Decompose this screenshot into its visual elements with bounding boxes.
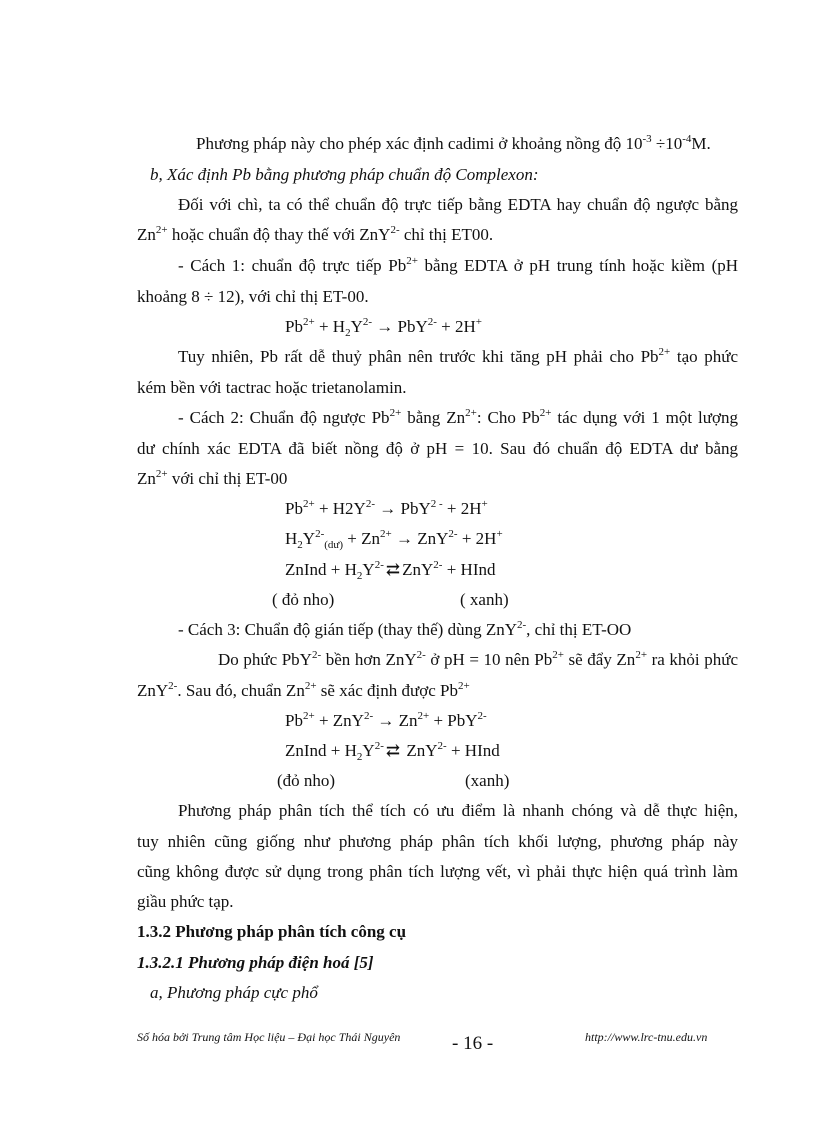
text-line: kém bền với tactrac hoặc trietanolamin. <box>137 378 407 397</box>
text-line: Do phức PbY$^{2-}$ bền hơn ZnY$^{2-}$ ở pH = 10 nên $Pb^{2+}$ sẽ đẩy $Zn^{2+}$ ra khỏi phức <box>218 649 738 669</box>
section-heading: 1.3.2 Phương pháp phân tích công cụ <box>137 922 407 941</box>
color-label: (xanh) <box>465 771 510 790</box>
text-line: $Zn^{2+}$ với chỉ thị ET-00 <box>137 468 288 488</box>
equation: $Pb^{2+} + H2Y^{2-} \to PbY^{2 -} + 2H^+$ <box>285 498 488 518</box>
text-line: $Zn^{2+}$ hoặc chuẩn độ thay thế với ZnY$^{2-}$ chỉ thị ET00. <box>137 224 494 244</box>
equation: $Pb^{2+} + ZnY^{2-} \to Zn^{2+} + PbY^{2-}$ <box>285 710 487 730</box>
text-line: giầu phức tạp. <box>137 892 234 911</box>
equilibrium-arrow-icon: ⇄ <box>385 741 401 760</box>
subheading: b, Xác định Pb bằng phương pháp chuẩn độ Complexon: <box>150 165 539 184</box>
text-line: Đối với chì, ta có thể chuẩn độ trực tiếp bằng EDTA hay chuẩn độ ngược bằng <box>178 195 738 214</box>
footer-source: Số hóa bởi Trung tâm Học liệu – Đại học Thái Nguyên <box>137 1030 401 1044</box>
text-line: tuy nhiên cũng giống như phương pháp phân tích khối lượng, phương pháp này <box>137 832 738 851</box>
equation: ZnInd + $H_2Y^{2-}$ ⇄ ZnY$^{2-}$ + HInd <box>285 740 500 763</box>
equation: $Pb^{2+} + H_2Y^{2-} \to PbY^{2-} + 2H^+$ <box>285 316 483 339</box>
text-line: Phương pháp này cho phép xác định cadimi ở khoảng nồng độ $10^{-3} \div 10^{-4}M$. <box>196 133 711 153</box>
color-label: ( xanh) <box>460 590 509 609</box>
text-line: - Cách 3: Chuẩn độ gián tiếp (thay thế) dùng ZnY$^{2-}$, chỉ thị ET-OO <box>178 619 632 639</box>
subheading: a, Phương pháp cực phổ <box>150 983 318 1002</box>
color-label: ( đỏ nho) <box>272 590 335 609</box>
text-line: - Cách 1: chuẩn độ trực tiếp $Pb^{2+}$ bằng EDTA ở pH trung tính hoặc kiềm (pH <box>178 255 739 275</box>
text-line: Tuy nhiên, Pb rất dễ thuỷ phân nên trước khi tăng pH phải cho $Pb^{2+}$ tạo phức <box>178 346 738 366</box>
text-line: khoảng 8 ÷ 12), với chỉ thị ET-00. <box>137 287 369 306</box>
equation: $H_2Y^{2-}_{(dư)} + Zn^{2+} \to ZnY^{2-} + 2H^+$ <box>285 528 503 551</box>
footer-url: http://www.lrc-tnu.edu.vn <box>585 1030 708 1044</box>
text-line: Phương pháp phân tích thể tích có ưu điểm là nhanh chóng và dễ thực hiện, <box>178 801 738 820</box>
text-line: - Cách 2: Chuẩn độ ngược $Pb^{2+}$ bằng $Zn^{2+}$: Cho $Pb^{2+}$ tác dụng với 1 một lượng <box>178 407 738 427</box>
equation: ZnInd + $H_2Y^{2-}$ ⇄ ZnY$^{2-}$ + HInd <box>285 559 496 582</box>
page-number: - 16 - <box>452 1033 494 1054</box>
subsection-heading: 1.3.2.1 Phương pháp điện hoá [5] <box>137 953 374 972</box>
color-label: (đỏ nho) <box>277 771 336 790</box>
text-line: dư chính xác EDTA đã biết nồng độ ở pH = 10. Sau đó chuẩn độ EDTA dư bằng <box>137 439 738 458</box>
text-line: ZnY$^{2-}$. Sau đó, chuẩn $Zn^{2+}$ sẽ xác định được $Pb^{2+}$ <box>137 680 470 700</box>
text-line: cũng không được sử dụng trong phân tích lượng vết, vì phải thực hiện quá trình làm <box>137 862 738 881</box>
equilibrium-arrow-icon: ⇄ <box>385 560 401 579</box>
